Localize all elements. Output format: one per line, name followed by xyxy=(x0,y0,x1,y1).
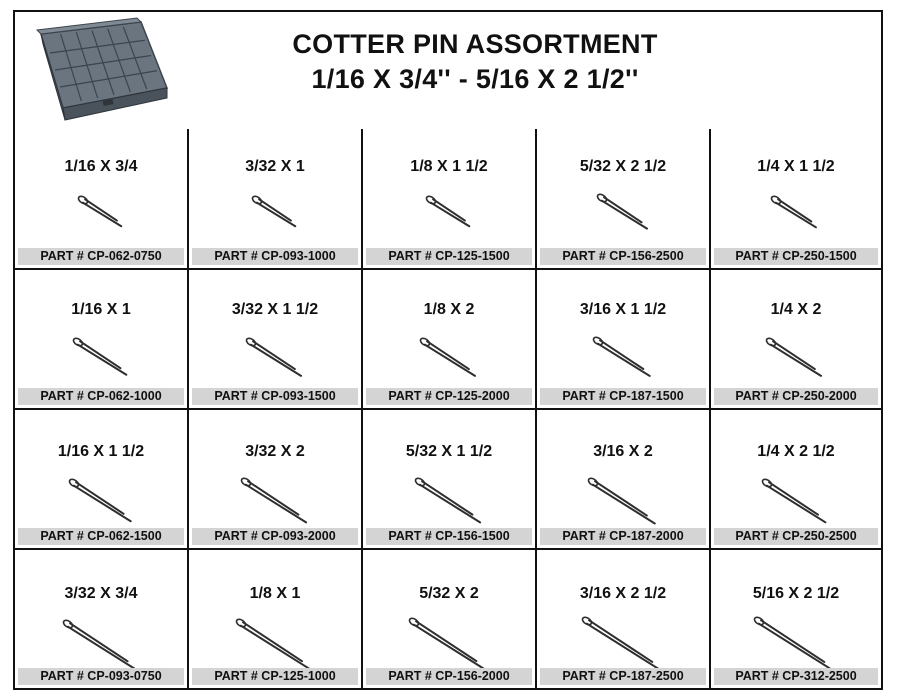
pin-size-label: 5/32 X 1 1/2 xyxy=(405,443,493,460)
part-number-label: PART # CP-062-0750 xyxy=(18,248,184,265)
cotter-pin-icon xyxy=(65,475,140,529)
pin-size-label: 5/16 X 2 1/2 xyxy=(752,585,840,602)
pin-cell xyxy=(189,270,363,410)
pin-cell xyxy=(711,410,881,550)
part-number-label: PART # CP-156-2000 xyxy=(366,668,532,685)
pin-size-label: 1/16 X 1 1/2 xyxy=(57,443,145,460)
cotter-pin-icon xyxy=(248,192,304,234)
assortment-sheet xyxy=(13,10,883,690)
pin-cell xyxy=(15,270,189,410)
pin-size-label: 3/16 X 2 1/2 xyxy=(579,585,667,602)
pin-cell xyxy=(537,270,711,410)
cotter-pin-icon xyxy=(242,334,310,383)
cotter-pin-icon xyxy=(416,334,484,383)
pin-size-label: 1/16 X 3/4 xyxy=(64,158,138,175)
pin-cell xyxy=(537,550,711,688)
cotter-pin-icon xyxy=(411,474,489,530)
pin-size-label: 1/4 X 2 1/2 xyxy=(757,443,835,460)
pin-cell xyxy=(711,270,881,410)
cotter-pin-icon xyxy=(589,333,659,383)
pin-cell xyxy=(537,129,711,270)
pin-cell xyxy=(15,550,189,688)
cotter-pin-icon xyxy=(74,192,130,234)
pin-cell xyxy=(15,129,189,270)
cotter-pin-icon xyxy=(584,474,664,531)
part-number-label: PART # CP-093-1000 xyxy=(192,248,358,265)
part-number-label: PART # CP-250-2000 xyxy=(714,388,878,405)
part-number-label: PART # CP-187-1500 xyxy=(540,388,706,405)
pin-size-label: 3/16 X 2 xyxy=(593,443,653,460)
pin-cell xyxy=(537,410,711,550)
pin-size-label: 1/8 X 1 1/2 xyxy=(410,158,488,175)
part-number-label: PART # CP-156-1500 xyxy=(366,528,532,545)
pin-size-label: 1/4 X 2 xyxy=(770,301,822,318)
title-line-2: 1/16 X 3/4'' - 5/16 X 2 1/2'' xyxy=(311,64,639,94)
pin-size-label: 3/32 X 1 1/2 xyxy=(231,301,319,318)
pin-size-label: 1/16 X 1 xyxy=(71,301,131,318)
cotter-pin-icon xyxy=(593,190,656,236)
part-number-label: PART # CP-187-2500 xyxy=(540,668,706,685)
pin-cell xyxy=(15,410,189,550)
cotter-pin-icon xyxy=(237,474,315,530)
pin-grid xyxy=(15,129,881,688)
pin-size-label: 3/32 X 3/4 xyxy=(64,585,138,602)
part-number-label: PART # CP-125-1500 xyxy=(366,248,532,265)
part-number-label: PART # CP-187-2000 xyxy=(540,528,706,545)
pin-size-label: 1/4 X 1 1/2 xyxy=(757,158,835,175)
pin-cell xyxy=(711,129,881,270)
pin-cell xyxy=(363,129,537,270)
pin-size-label: 3/32 X 2 xyxy=(245,443,305,460)
pin-size-label: 1/8 X 1 xyxy=(249,585,301,602)
pin-size-label: 5/32 X 2 xyxy=(419,585,479,602)
pin-cell xyxy=(711,550,881,688)
pin-cell xyxy=(189,550,363,688)
part-number-label: PART # CP-062-1500 xyxy=(18,528,184,545)
pin-cell xyxy=(363,550,537,688)
part-number-label: PART # CP-093-1500 xyxy=(192,388,358,405)
cotter-pin-icon xyxy=(758,475,835,530)
pin-size-label: 3/32 X 1 xyxy=(245,158,305,175)
compartment-tray-icon xyxy=(33,14,173,126)
pin-size-label: 3/16 X 1 1/2 xyxy=(579,301,667,318)
part-number-label: PART # CP-312-2500 xyxy=(714,668,878,685)
pin-size-label: 1/8 X 2 xyxy=(423,301,475,318)
part-number-label: PART # CP-156-2500 xyxy=(540,248,706,265)
cotter-pin-icon xyxy=(69,334,135,382)
title-line-1: COTTER PIN ASSORTMENT xyxy=(292,29,658,59)
part-number-label: PART # CP-125-1000 xyxy=(192,668,358,685)
pin-cell xyxy=(189,129,363,270)
part-number-label: PART # CP-250-2500 xyxy=(714,528,878,545)
pin-size-label: 5/32 X 2 1/2 xyxy=(579,158,667,175)
part-number-label: PART # CP-062-1000 xyxy=(18,388,184,405)
part-number-label: PART # CP-093-0750 xyxy=(18,668,184,685)
cotter-pin-icon xyxy=(767,192,825,235)
part-number-label: PART # CP-250-1500 xyxy=(714,248,878,265)
cotter-pin-icon xyxy=(762,334,830,383)
part-number-label: PART # CP-125-2000 xyxy=(366,388,532,405)
header xyxy=(15,12,881,131)
cotter-pin-icon xyxy=(422,192,478,234)
pin-cell xyxy=(363,270,537,410)
part-number-label: PART # CP-093-2000 xyxy=(192,528,358,545)
pin-cell xyxy=(363,410,537,550)
pin-cell xyxy=(189,410,363,550)
